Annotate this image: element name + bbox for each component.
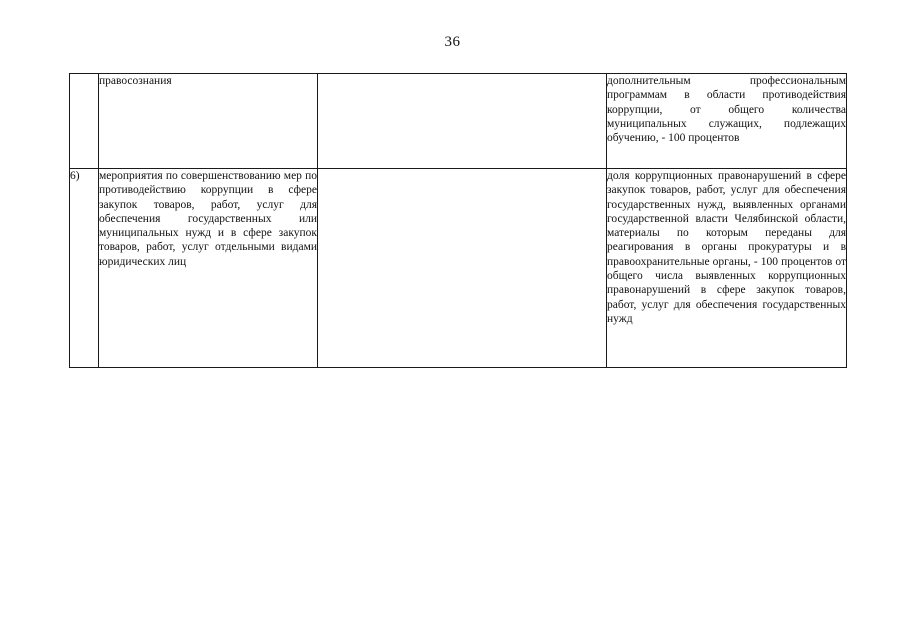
table-row [70,169,847,368]
page-number: 36 [444,34,461,50]
table-row [70,74,847,169]
event-cell: правосознания [99,74,318,169]
event-cell: мероприятия по совершенствованию мер по противодействию коррупции в сфере закупок товаров, работ, услуг для обеспечения государственных или муниципальных нужд и в сфере закупок товаров, работ, услуг отдельными видами юридических лиц [99,169,318,368]
indicator-cell: дополнительным профессиональным программам в области противодействия коррупции, от общего количества муниципальных служащих, подлежащих обучению, - 100 процентов [607,74,847,169]
row-number-cell [70,74,99,169]
middle-cell [318,74,607,169]
row-number-cell: 6) [70,169,99,368]
measures-table [69,73,847,368]
indicator-cell: доля коррупционных правонарушений в сфере закупок товаров, работ, услуг для обеспечения государственных нужд, выявленных органами государственной власти Челябинской области, материалы по которым переданы для реагирования в органы прокуратуры и в правоохранительные органы, - 100 процентов от общего числа выявленных коррупционных правонарушений в сфере закупок товаров, работ, услуг для обеспечения государственных нужд [607,169,847,368]
middle-cell [318,169,607,368]
